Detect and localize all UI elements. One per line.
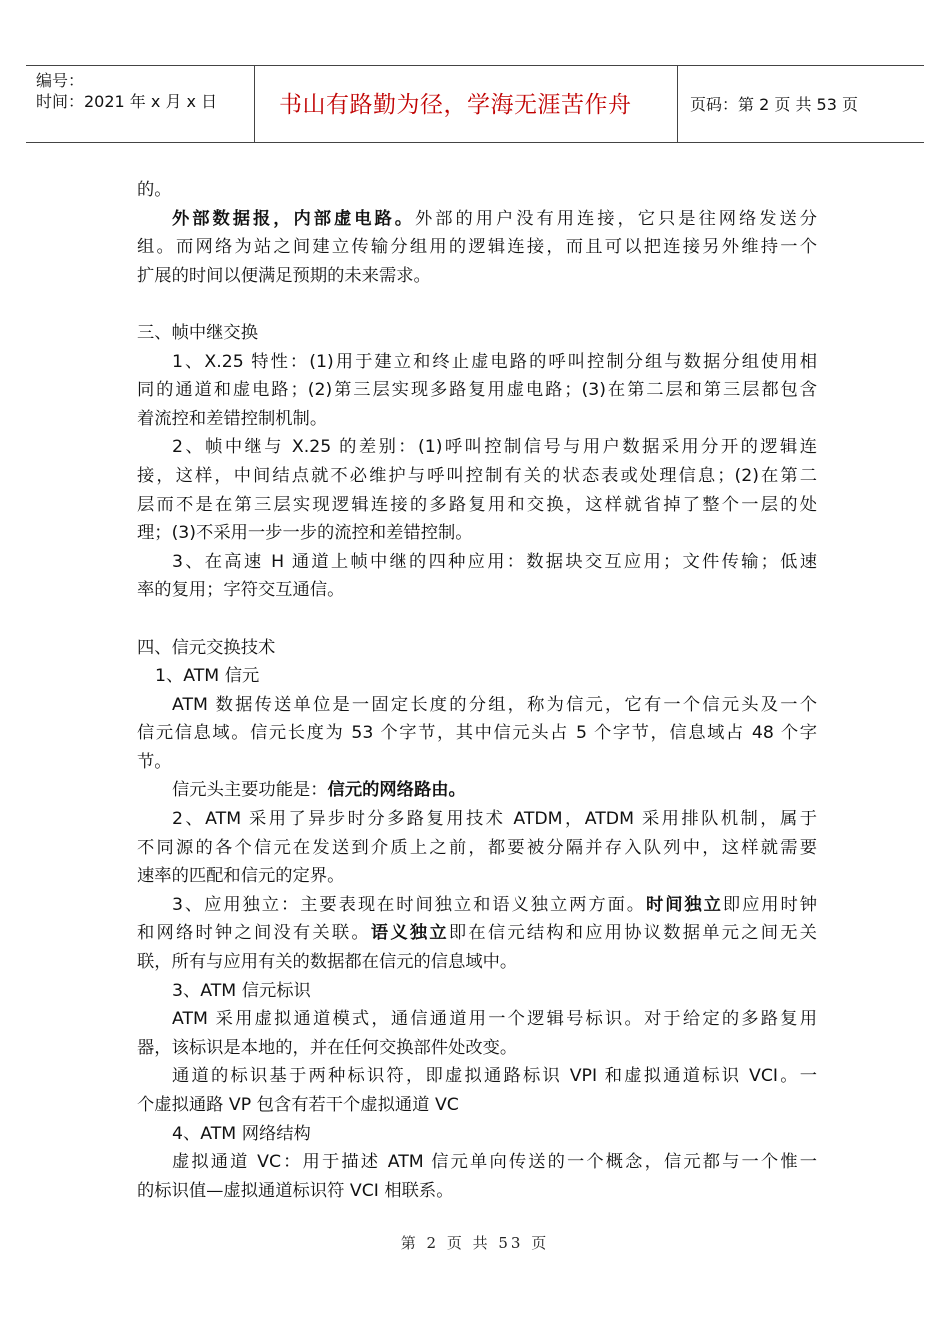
body-line: 2、ATM 采用了异步时分多路复用技术 ATDM，ATDM 采用排队机制，属于 xyxy=(172,809,817,830)
section-heading: 四、信元交换技术 xyxy=(137,637,276,658)
body-line: 个虚拟通路 VP 包含有若干个虚拟通道 VC xyxy=(137,1095,459,1115)
body-line: ATM 采用虚拟通道模式，通信通道用一个逻辑号标识。对于给定的多路复用 xyxy=(172,1009,817,1030)
bold-term: 外部数据报，内部虚电路。 xyxy=(172,208,415,229)
body-line: 速率的匹配和信元的定界。 xyxy=(137,866,345,887)
page-footer: 第 2 页 共 53 页 xyxy=(400,1234,550,1252)
bold-term: 信元的网络路由。 xyxy=(327,780,466,801)
body-line: 不同源的各个信元在发送到介质上之前，都要被分隔并存入队列中，这样就需要 xyxy=(137,837,817,858)
body-line: 2、帧中继与 X.25 的差别：(1)呼叫控制信号与用户数据采用分开的逻辑连 xyxy=(172,437,817,458)
header-meta-cell xyxy=(26,66,255,142)
section-heading: 三、帧中继交换 xyxy=(137,322,258,343)
body-line: 的标识值—虚拟通道标识符 VCI 相联系。 xyxy=(137,1180,454,1201)
body-line: 3、在高速 H 通道上帧中继的四种应用：数据块交互应用；文件传输；低速 xyxy=(172,551,817,572)
body-line: 率的复用；字符交互通信。 xyxy=(137,580,345,601)
header-page-cell xyxy=(678,66,924,142)
document-number-label: 编号： xyxy=(36,71,85,90)
header-page-info: 页码：第 2 页 共 53 页 xyxy=(690,95,858,114)
body-line: ATM 数据传送单位是一固定长度的分组，称为信元，它有一个信元头及一个 xyxy=(172,694,817,715)
body-line: 和网络时钟之间没有关联。语义独立即在信元结构和应用协议数据单元之间无关 xyxy=(137,923,817,944)
body-line: 组。而网络为站之间建立传输分组用的逻辑连接，而且可以把连接另外维持一个 xyxy=(137,237,817,258)
body-line: 扩展的时间以便满足预期的未来需求。 xyxy=(137,265,431,286)
body-line: 通道的标识基于两种标识符，即虚拟通路标识 VPI 和虚拟通道标识 VCI。一 xyxy=(172,1066,817,1087)
body-line: 信元信息域。信元长度为 53 个字节，其中信元头占 5 个字节，信息域占 48 个字 xyxy=(137,723,817,744)
body-line: 联，所有与应用有关的数据都在信元的信息域中。 xyxy=(137,952,518,973)
bold-term: 语义独立 xyxy=(370,923,449,944)
subsection-heading: 1、ATM 信元 xyxy=(155,666,260,687)
body-line: 层而不是在第三层实现逻辑连接的多路复用和交换，这样就省掉了整个一层的处 xyxy=(137,494,817,515)
body-line: 器，该标识是本地的，并在任何交换部件处改变。 xyxy=(137,1037,518,1058)
body-line: 外部数据报，内部虚电路。外部的用户没有用连接，它只是往网络发送分 xyxy=(172,208,817,229)
document-date-label: 时间：2021 年 x 月 x 日 xyxy=(36,92,218,111)
body-line: 1、X.25 特性：(1)用于建立和终止虚电路的呼叫控制分组与数据分组使用相 xyxy=(172,351,817,372)
body-line: 信元头主要功能是：信元的网络路由。 xyxy=(172,780,466,801)
header-motto-cell xyxy=(255,66,678,142)
document-body xyxy=(137,176,817,1205)
subsection-heading: 3、ATM 信元标识 xyxy=(172,980,311,1001)
body-line: 的。 xyxy=(137,180,172,200)
body-line: 虚拟通道 VC：用于描述 ATM 信元单向传送的一个概念，信元都与一个惟一 xyxy=(172,1152,817,1173)
bold-term: 时间独立 xyxy=(646,894,723,915)
subsection-heading: 4、ATM 网络结构 xyxy=(172,1123,311,1144)
body-line: 理；(3)不采用一步一步的流控和差错控制。 xyxy=(137,523,473,544)
body-line: 同的通道和虚电路；(2)第三层实现多路复用虚电路；(3)在第二层和第三层都包含 xyxy=(137,380,817,401)
body-line: 节。 xyxy=(137,751,172,772)
page-header xyxy=(26,65,924,143)
header-motto: 书山有路勤为径，学海无涯苦作舟 xyxy=(279,92,632,118)
body-line: 接，这样，中间结点就不必维护与呼叫控制有关的状态表或处理信息；(2)在第二 xyxy=(137,465,817,486)
body-line: 着流控和差错控制机制。 xyxy=(137,408,328,429)
body-line: 3、应用独立：主要表现在时间独立和语义独立两方面。时间独立即应用时钟 xyxy=(172,894,817,915)
